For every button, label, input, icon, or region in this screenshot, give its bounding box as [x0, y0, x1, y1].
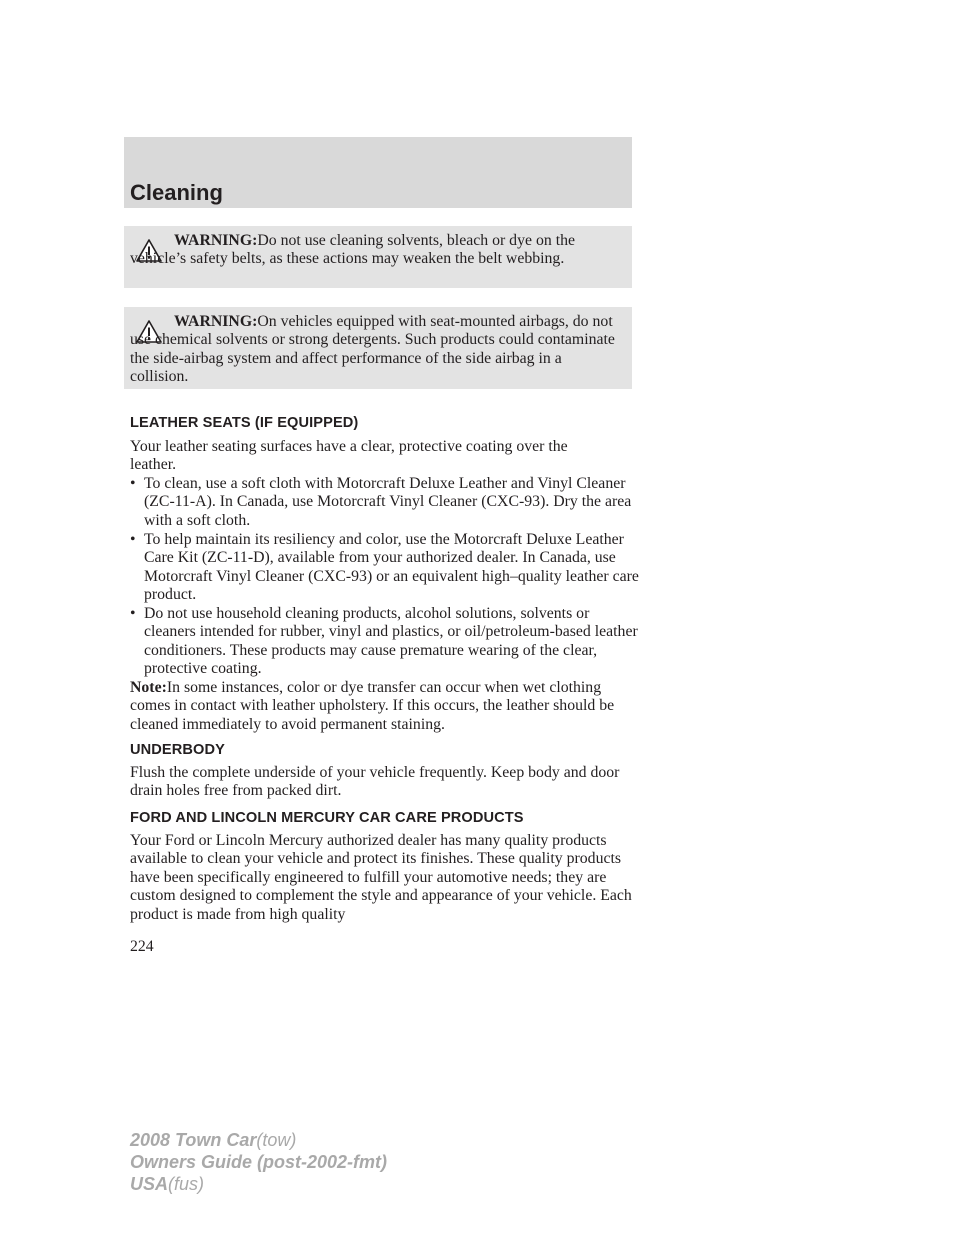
products-text: Your Ford or Lincoln Mercury authorized dealer has many quality products available to clean your vehicle and protect its finishes. These quality products have been specifically engineered to fulfill your automotive needs; they are custom designed to complement the style and appearance of your vehicle. Each product is made from high quality — [130, 832, 632, 923]
products-heading: FORD AND LINCOLN MERCURY CAR CARE PRODUCTS — [130, 810, 524, 826]
bullet-icon: • — [130, 531, 136, 548]
warning-text — [130, 232, 620, 269]
underbody-text: Flush the complete underside of your vehicle frequently. Keep body and door drain holes free from packed dirt. — [130, 764, 620, 800]
list-item — [130, 475, 640, 530]
footer-model-code: (tow) — [256, 1130, 297, 1150]
list-item-text: To clean, use a soft cloth with Motorcraft Deluxe Leather and Vinyl Cleaner (ZC-11-A). In Canada, use Motorcraft Vinyl Cleaner (CXC-93). Dry the area with a soft cloth. — [144, 475, 632, 529]
section-title: Cleaning — [130, 180, 223, 205]
note-label: Note: — [130, 679, 167, 696]
note-paragraph — [130, 679, 635, 734]
note-text: In some instances, color or dye transfer can occur when wet clothing comes in contact with leather upholstery. If this occurs, the leather should be cleaned immediately to avoid permanent staining. — [130, 679, 615, 733]
footer-model: 2008 Town Car — [130, 1130, 257, 1150]
footer-market-code: (fus) — [168, 1174, 205, 1194]
underbody-heading: UNDERBODY — [130, 742, 225, 758]
leather-seats-heading: LEATHER SEATS (IF EQUIPPED) — [130, 415, 359, 431]
leather-intro: Your leather seating surfaces have a clear, protective coating over the leather. — [130, 438, 568, 474]
list-item-text: To help maintain its resiliency and color, use the Motorcraft Deluxe Leather Care Kit (ZC-11-D), available from your authorized dealer. In Canada, use Motorcraft Vinyl Cleaner (CXC-93) or an equivalent high–quality leather care product. — [144, 531, 639, 604]
warning-label: WARNING: — [174, 313, 258, 330]
footer-market: USA — [130, 1174, 169, 1194]
list-item — [130, 605, 640, 679]
warning-label: WARNING: — [174, 232, 258, 249]
warning-box — [124, 226, 632, 288]
page-number: 224 — [130, 938, 154, 955]
warning-body: Do not use cleaning solvents, bleach or dye on the vehicle’s safety belts, as these actions may weaken the belt webbing. — [130, 232, 575, 268]
footer-guide: Owners Guide (post-2002-fmt) — [130, 1152, 388, 1172]
document-footer — [130, 1129, 387, 1195]
list-item-text: Do not use household cleaning products, alcohol solutions, solvents or cleaners intended for rubber, vinyl and plastics, or oil/petroleum-based leather conditioners. These products may cause premature wearing of the clear, protective coating. — [144, 605, 638, 678]
warning-text — [130, 313, 620, 387]
warning-box — [124, 307, 632, 389]
list-item — [130, 531, 640, 605]
bullet-icon: • — [130, 475, 136, 492]
bullet-icon: • — [130, 605, 136, 622]
warning-body: On vehicles equipped with seat-mounted airbags, do not use chemical solvents or strong detergents. Such products could contaminate the side-airbag system and affect performance of the side airbag in a collision. — [130, 313, 615, 386]
